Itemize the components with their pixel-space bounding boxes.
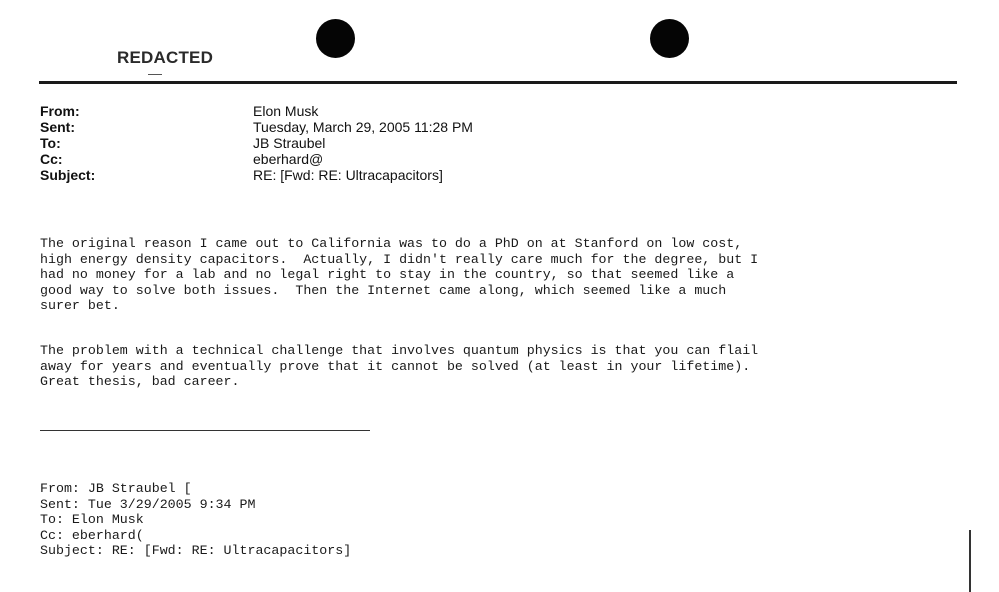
quoted-cc: Cc: eberhard( <box>40 527 144 543</box>
body-paragraph-2 <box>40 343 758 390</box>
sent-value: Tuesday, March 29, 2005 11:28 PM <box>253 119 473 135</box>
stamp-mark <box>148 74 162 75</box>
scan-edge-mark <box>969 530 971 592</box>
body-line: surer bet. <box>40 298 120 313</box>
body-line: had no money for a lab and no legal right to stay in the country, so that seemed like a <box>40 267 735 282</box>
quoted-sent: Sent: Tue 3/29/2005 9:34 PM <box>40 496 256 512</box>
sent-label: Sent: <box>40 119 75 135</box>
reply-separator <box>40 430 370 431</box>
to-value: JB Straubel <box>253 135 326 151</box>
redacted-stamp: REDACTED <box>117 48 214 67</box>
quoted-to: To: Elon Musk <box>40 512 144 527</box>
from-label: From: <box>40 103 80 119</box>
body-line: away for years and eventually prove that it cannot be solved (at least in your lifetime). <box>40 358 751 374</box>
from-value: Elon Musk <box>253 103 319 119</box>
cc-label: Cc: <box>40 151 63 167</box>
to-label: To: <box>40 135 61 151</box>
quoted-subject: Subject: RE: [Fwd: RE: Ultracapacitors] <box>40 543 352 558</box>
body-paragraph-1 <box>40 236 758 314</box>
quoted-header <box>40 481 351 559</box>
punch-hole-right <box>650 19 689 58</box>
subject-label: Subject: <box>40 167 96 183</box>
body-line: good way to solve both issues. Then the Internet came along, which seemed like a much <box>40 282 727 298</box>
body-line: The original reason I came out to California was to do a PhD on at Stanford on low cost, <box>40 236 743 251</box>
quoted-from: From: JB Straubel [ <box>40 481 192 496</box>
punch-hole-left <box>316 19 355 58</box>
body-line: The problem with a technical challenge that involves quantum physics is that you can flail <box>40 343 759 358</box>
cc-value: eberhard@ <box>253 151 324 167</box>
subject-value: RE: [Fwd: RE: Ultracapacitors] <box>253 167 443 183</box>
body-line: high energy density capacitors. Actually, I didn't really care much for the degree, but I <box>40 251 759 267</box>
header-divider <box>39 81 957 84</box>
body-line: Great thesis, bad career. <box>40 374 240 389</box>
